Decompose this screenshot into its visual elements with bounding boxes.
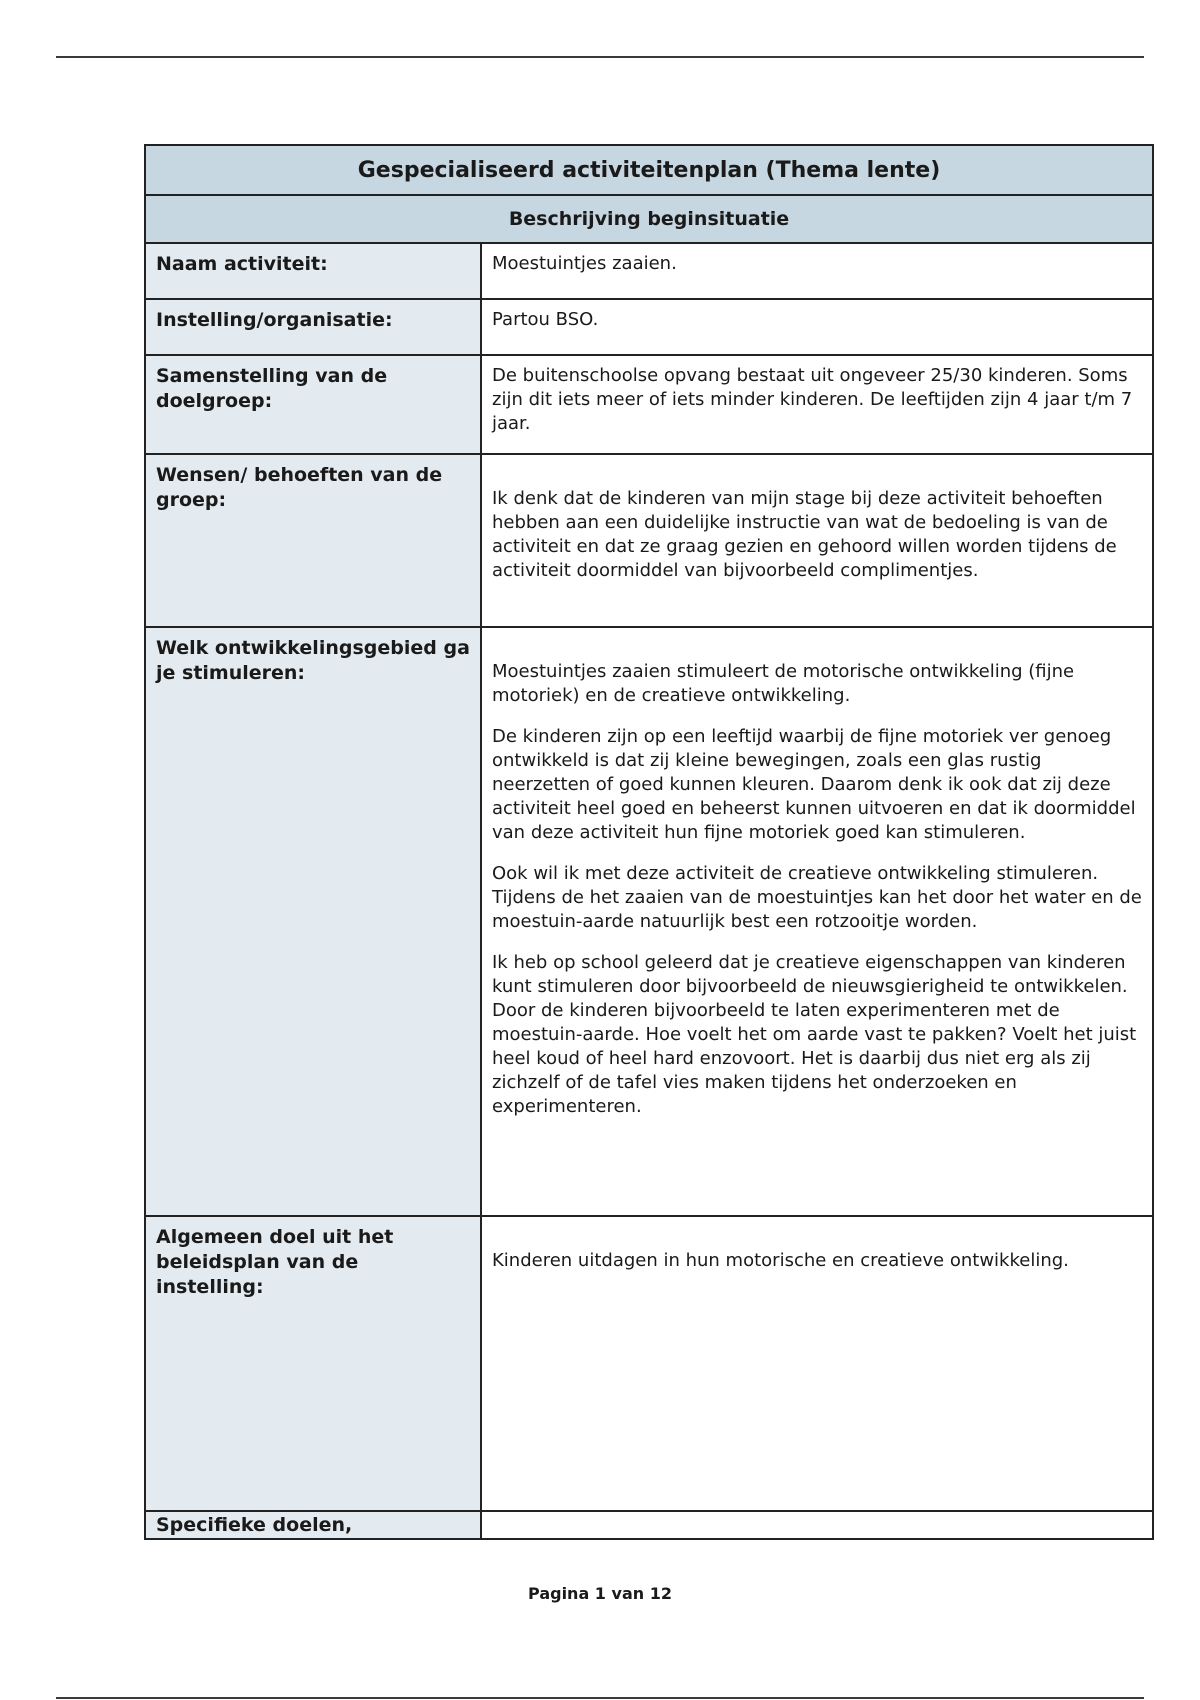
row-paragraph: Partou BSO. — [492, 309, 599, 330]
row-value — [481, 299, 1153, 355]
row-label: Wensen/ behoeften van de groep: — [145, 454, 481, 627]
row-paragraph: Ik heb op school geleerd dat je creatieve eigenschappen van kinderen kunt stimuleren door bijvoorbeeld de nieuwsgierigheid te ontwikkelen. Door de kinderen bijvoorbeeld te laten experimenteren met de moestuin-aarde. Hoe voelt het om aarde vast te pakken? Voelt het juist heel koud of heel hard enzovoort. Het is daarbij dus niet erg als zij zichzelf of de tafel vies maken tijdens het onderzoeken en experimenteren. — [492, 952, 1137, 1117]
row-algemeen-doel — [145, 1216, 1153, 1511]
document-title: Gespecialiseerd activiteitenplan (Thema lente) — [145, 145, 1153, 195]
row-paragraph: De kinderen zijn op een leeftijd waarbij de fijne motoriek ver genoeg ontwikkeld is dat zij kleine bewegingen, zoals een glas rustig neerzetten of goed kunnen kleuren. Daarom denk ik ook dat zij deze activiteit heel goed en beheerst kunnen uitvoeren en dat ik doormiddel van deze activiteit hun fijne motoriek goed kan stimuleren. — [492, 726, 1136, 843]
header-rule — [56, 56, 1144, 58]
row-paragraph: Kinderen uitdagen in hun motorische en creatieve ontwikkeling. — [492, 1250, 1069, 1271]
page-number: Pagina 1 van 12 — [528, 1584, 672, 1603]
row-instelling — [145, 299, 1153, 355]
row-label: Algemeen doel uit het beleidsplan van de instelling: — [145, 1216, 481, 1511]
row-value — [481, 1216, 1153, 1511]
row-naam-activiteit — [145, 243, 1153, 299]
row-samenstelling — [145, 355, 1153, 454]
row-label: Samenstelling van de doelgroep: — [145, 355, 481, 454]
row-value — [481, 243, 1153, 299]
row-label: Specifieke doelen, — [145, 1511, 481, 1539]
row-label: Instelling/organisatie: — [145, 299, 481, 355]
section-header: Beschrijving beginsituatie — [145, 195, 1153, 243]
row-paragraph: Moestuintjes zaaien. — [492, 253, 677, 274]
row-value — [481, 355, 1153, 454]
row-specifieke-doelen — [145, 1511, 1153, 1539]
row-label: Welk ontwikkelingsgebied ga je stimuleren: — [145, 627, 481, 1216]
row-value — [481, 1511, 1153, 1539]
activity-plan-table — [144, 144, 1154, 1540]
row-paragraph: De buitenschoolse opvang bestaat uit ongeveer 25/30 kinderen. Soms zijn dit iets meer of iets minder kinderen. De leeftijden zijn 4 jaar t/m 7 jaar. — [492, 365, 1133, 434]
row-ontwikkelingsgebied — [145, 627, 1153, 1216]
title-row — [145, 145, 1153, 195]
section-header-row — [145, 195, 1153, 243]
row-wensen — [145, 454, 1153, 627]
footer-rule — [56, 1697, 1144, 1699]
row-value — [481, 454, 1153, 627]
row-label: Naam activiteit: — [145, 243, 481, 299]
row-value — [481, 627, 1153, 1216]
row-paragraph: Moestuintjes zaaien stimuleert de motorische ontwikkeling (fijne motoriek) en de creatieve ontwikkeling. — [492, 661, 1075, 706]
row-paragraph: Ook wil ik met deze activiteit de creatieve ontwikkeling stimuleren. Tijdens de het zaaien van de moestuintjes kan het door het water en de moestuin-aarde natuurlijk best een rotzooitje worden. — [492, 863, 1142, 932]
row-paragraph: Ik denk dat de kinderen van mijn stage bij deze activiteit behoeften hebben aan een duidelijke instructie van wat de bedoeling is van de activiteit en dat ze graag gezien en gehoord willen worden tijdens de activiteit doormiddel van bijvoorbeeld complimentjes. — [492, 488, 1117, 581]
